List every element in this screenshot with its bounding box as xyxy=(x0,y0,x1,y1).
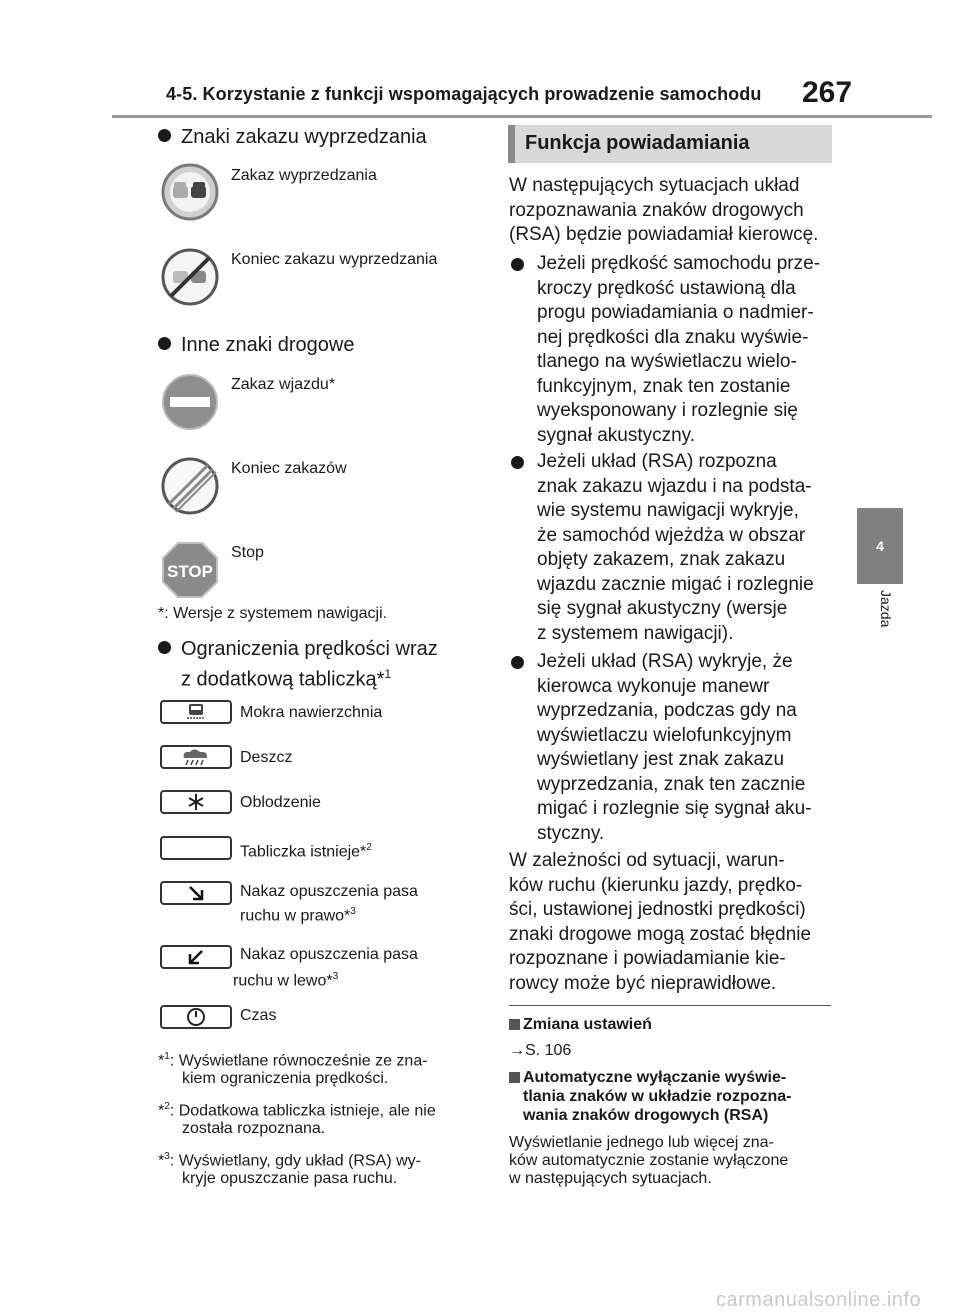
arrow-down-left-plate-icon xyxy=(160,945,232,969)
sign-label-end-no-overtaking: Koniec zakazu wyprzedzania xyxy=(231,251,438,268)
footnote-3-line2: kryje opuszczanie pasa ruchu. xyxy=(182,1170,398,1187)
section-title-box xyxy=(508,125,832,163)
empty-plate-icon xyxy=(160,836,232,860)
chapter-label: Jazda xyxy=(878,590,894,628)
speed-plates-heading: Ograniczenia prędkości wraz xyxy=(158,637,438,662)
bullet-icon xyxy=(511,258,524,271)
bullet-no-entry: Jeżeli układ (RSA) rozpozna znak zakazu wjazdu i na podsta- wie systemu nawigacji wykryje, że samochód wjeżdża w obszar objęty zakazem, znak zakazu wjazdu zacznie migać i rozlegnie się sygnał akustyczny (wersje z systemem nawigacji). xyxy=(509,450,839,646)
no-overtaking-sign-icon xyxy=(161,163,219,221)
header-rule xyxy=(112,115,932,118)
overtaking-heading: Znaki zakazu wyprzedzania xyxy=(158,125,427,150)
footnote-navigation: *: Wersje z systemem nawigacji. xyxy=(158,605,388,622)
square-bullet-icon xyxy=(509,1019,520,1030)
running-header-title: 4-5. Korzystanie z funkcji wspomagających prowadzenie samochodu xyxy=(166,84,762,104)
intro-paragraph: W następujących sytuacjach układ rozpoznawania znaków drogowych (RSA) będzie powiadamiał kierowcę. xyxy=(509,175,819,245)
outro-paragraph: W zależności od sytuacji, warun- ków ruchu (kierunku jazdy, prędko- ści, ustawionej jednostki prędkości) znaki drogowe mogą zostać błędnie rozpoznane i powiadamianie kie- rowcy może być nieprawidłowe. xyxy=(509,850,812,994)
footnote-3: *$^3$: Wyświetlany, gdy układ (RSA) wy- xyxy=(158,1151,421,1170)
subhead-auto-off: Automatyczne wyłączanie wyświe- tlania znaków w układzie rozpozna- wania znaków drogowych (RSA) xyxy=(509,1068,791,1125)
watermark: carmanualsonline.info xyxy=(716,1289,922,1311)
square-bullet-icon xyxy=(509,1072,520,1083)
footnote-1: *$^1$: Wyświetlane równocześnie ze zna- xyxy=(158,1051,428,1070)
section-title: Funkcja powiadamiania xyxy=(525,132,750,154)
stop-sign-icon xyxy=(161,541,219,599)
bullet-icon xyxy=(511,656,524,669)
other-signs-heading: Inne znaki drogowe xyxy=(158,333,354,358)
sign-label-no-entry: Zakaz wjazdu* xyxy=(231,376,336,393)
footnote-2: *$^2$: Dodatkowa tabliczka istnieje, ale nie xyxy=(158,1101,436,1120)
bullet-icon xyxy=(158,641,171,654)
footnote-1-line2: kiem ograniczenia prędkości. xyxy=(182,1070,389,1087)
plate-label-move-left-line1: Nakaz opuszczenia pasa xyxy=(240,946,418,963)
wet-road-plate-icon xyxy=(160,700,232,724)
bullet-icon xyxy=(511,456,524,469)
chapter-tab: 4 xyxy=(857,508,903,584)
sign-label-no-overtaking: Zakaz wyprzedzania xyxy=(231,167,377,184)
arrow-down-right-plate-icon xyxy=(160,881,232,905)
subhead-settings: Zmiana ustawień xyxy=(509,1015,652,1034)
settings-reference-link[interactable]: →S. 106 xyxy=(509,1042,572,1059)
bullet-icon xyxy=(158,129,171,142)
plate-label-time: Czas xyxy=(240,1007,277,1024)
stop-sign-text: STOP xyxy=(167,562,213,581)
plate-label-ice: Oblodzenie xyxy=(240,794,321,811)
plate-label-move-left-line2: ruchu w lewo*$^3$ xyxy=(233,971,339,990)
clock-plate-icon xyxy=(160,1005,232,1029)
ice-plate-icon xyxy=(160,790,232,814)
auto-off-text: Wyświetlanie jednego lub więcej zna- ków automatycznie zostanie wyłączone w następujących sytuacjach. xyxy=(509,1134,789,1187)
sign-label-stop: Stop xyxy=(231,544,264,561)
bullet-icon xyxy=(158,337,171,350)
plate-label-move-right: Nakaz opuszczenia pasa ruchu w prawo*$^3$ xyxy=(240,883,418,925)
bullet-overtaking: Jeżeli układ (RSA) wykryje, że kierowca wykonuje manewr wyprzedzania, podczas gdy na wyświetlaczu wielofunkcyjnym wyświetlany jest znak zakazu wyprzedzania, znak ten zacznie migać i rozlegnie się sygnał aku- styczny. xyxy=(509,650,839,846)
section-divider xyxy=(509,1005,831,1006)
rain-plate-icon xyxy=(160,745,232,769)
plate-label-wet: Mokra nawierzchnia xyxy=(240,704,383,721)
plate-label-exists: Tabliczka istnieje*$^2$ xyxy=(240,842,372,861)
no-entry-sign-icon xyxy=(161,373,219,431)
end-restrictions-sign-icon xyxy=(161,457,219,515)
plate-label-rain: Deszcz xyxy=(240,749,293,766)
speed-plates-heading-line2: z dodatkową tabliczką*$^1$ xyxy=(181,667,392,691)
bullet-speed-exceeded: Jeżeli prędkość samochodu prze- kroczy prędkość ustawioną dla progu powiadamiania o nadmier- nej prędkości dla znaku wyświe- tlanego na wyświetlaczu wielo- funkcyjnym, znak ten zostanie wyeksponowany i rozlegnie się sygnał akustyczny. xyxy=(509,252,839,448)
sign-label-end-restrictions: Koniec zakazów xyxy=(231,460,347,477)
page-number: 267 xyxy=(802,76,853,109)
end-no-overtaking-sign-icon xyxy=(161,248,219,306)
footnote-2-line2: została rozpoznana. xyxy=(182,1120,326,1137)
